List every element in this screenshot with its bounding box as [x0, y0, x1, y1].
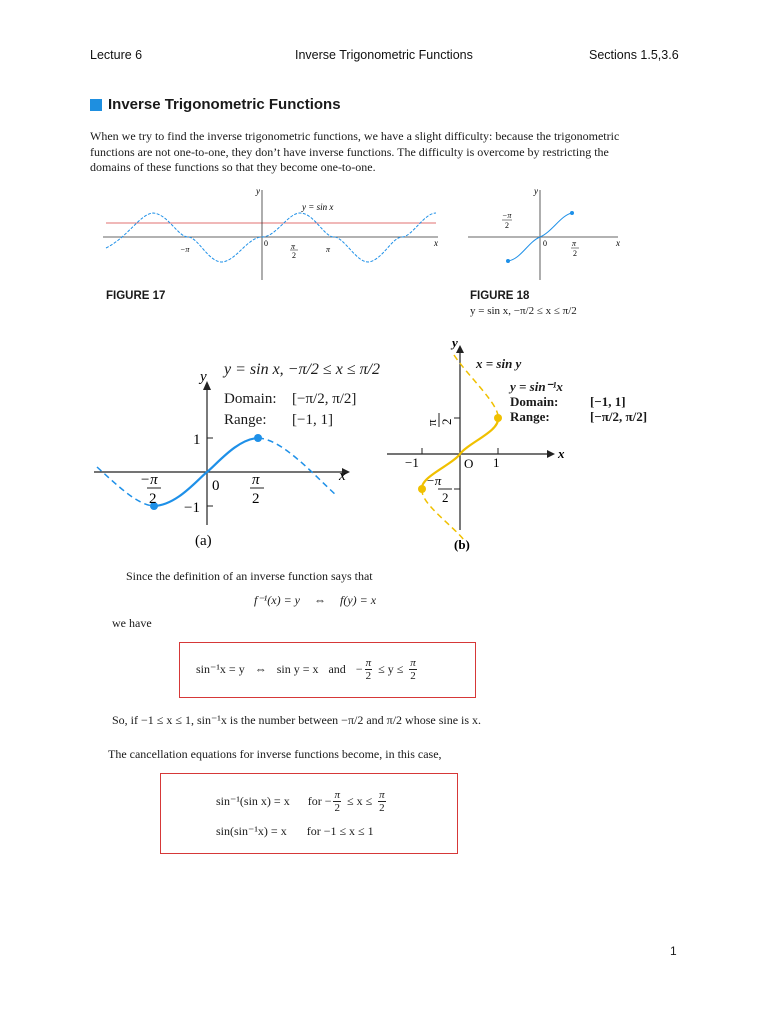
figB-domain-label: Domain:: [510, 394, 559, 409]
figA-tick-neg-den: 2: [149, 491, 157, 507]
box1-and: and: [328, 661, 346, 676]
row1-mid: ≤ x ≤: [346, 793, 373, 808]
row2-lhs: sin(sin⁻¹x) = x: [216, 824, 287, 838]
we-have-text: we have: [112, 616, 152, 630]
figA-axis-y: y: [200, 369, 207, 385]
figB-origin: O: [464, 456, 474, 471]
figB-eq1: x = sin y: [476, 356, 522, 371]
figure-18-subcaption: y = sin x, −π/2 ≤ x ≤ π/2: [470, 305, 577, 317]
fig17-axis-x: x: [434, 238, 438, 248]
figA-tick-pi-den: 2: [252, 491, 260, 507]
sine-wave-curve: [106, 213, 436, 262]
header-left: Lecture 6: [90, 48, 143, 62]
box1-lhs: sin⁻¹x = y: [196, 661, 245, 676]
figB-eq2: y = sin⁻¹x: [510, 379, 563, 394]
header-center: Inverse Trigonometric Functions: [295, 48, 473, 62]
fig18-tick-pos-num: π: [572, 239, 577, 248]
figA-range-value: [−1, 1]: [292, 412, 333, 428]
square-bullet-icon: [90, 99, 102, 111]
row1-for: for −: [307, 793, 332, 808]
figB-tick-one: 1: [493, 455, 500, 470]
fig17-curve-label: y = sin x: [302, 202, 334, 212]
fig17-tick-neg-pi: −π: [180, 245, 190, 254]
figure-17-graph: [98, 182, 448, 284]
figure-17-caption: FIGURE 17: [106, 290, 166, 302]
figA-domain-label: Domain:: [224, 391, 277, 407]
fig18-axis-y: y: [534, 186, 538, 196]
fig17-origin: 0: [264, 239, 268, 248]
cancellation-row-2: [216, 824, 374, 839]
figA-tick-neg-one: −1: [184, 500, 200, 516]
intro-paragraph: When we try to find the inverse trigonometric functions, we have a slight difficulty: because the trigonometric functions are not one-to-one, they don’t have inverse functions. The difficulty is overcome by restricting the domains of these functions so that they become one-to-one.: [90, 129, 620, 174]
figB-tick-neg-pi: −π: [426, 473, 442, 488]
figA-range-label: Range:: [224, 412, 267, 428]
figA-origin: 0: [212, 478, 220, 494]
header-right: Sections 1.5,3.6: [589, 48, 679, 62]
fig17-axis-y: y: [256, 186, 260, 196]
row1-frac-left: $\frac{\pi}{2}$: [334, 788, 340, 814]
so-if-text: So, if −1 ≤ x ≤ 1, sin⁻¹x is the number between −π/2 and π/2 whose sine is x.: [112, 713, 482, 727]
figB-tick-neg-den: 2: [442, 490, 449, 505]
figB-label: (b): [454, 537, 470, 552]
def-lhs: f⁻¹(x) = y: [254, 593, 301, 607]
figA-equation: y = sin x, −π/2 ≤ x ≤ π/2: [224, 361, 381, 378]
iff-icon: ⇔: [314, 593, 327, 607]
row2-for: for −1 ≤ x ≤ 1: [306, 824, 374, 838]
box1-frac-right: $\frac{\pi}{2}$: [410, 656, 416, 682]
definition-text: Since the definition of an inverse function says that: [126, 569, 373, 583]
fig17-tick-pi-half-den: 2: [292, 251, 296, 260]
section-title: [90, 96, 341, 113]
iff-icon: ⇔: [254, 661, 267, 676]
page-number: 1: [670, 944, 677, 958]
figB-axis-y: y: [452, 335, 458, 350]
endpoint-right: [254, 434, 262, 442]
figA-domain-value: [−π/2, π/2]: [292, 391, 357, 407]
figB-tick-neg-one: −1: [405, 455, 419, 470]
row1-frac-right: $\frac{\pi}{2}$: [379, 788, 385, 814]
endpoint-lower: [418, 485, 426, 493]
figure-18-caption: FIGURE 18: [470, 290, 530, 302]
endpoint-upper: [494, 414, 502, 422]
figA-tick-neg-pi: −π: [140, 472, 158, 488]
box1-frac-left: $\frac{\pi}{2}$: [365, 656, 372, 682]
figB-domain-value: [−1, 1]: [590, 394, 626, 409]
box1-mid: sin y = x: [276, 661, 319, 676]
cancellation-row-1: [216, 784, 388, 818]
figA-tick-pi: π: [252, 472, 260, 488]
definition-equation: [254, 593, 376, 608]
fig18-axis-x: x: [616, 238, 620, 248]
endpoint-left: [506, 259, 510, 263]
sine-dashed-right: [258, 438, 337, 496]
svg-text:2: 2: [439, 418, 454, 425]
figA-axis-x: x: [339, 468, 346, 484]
figA-label: (a): [195, 533, 212, 549]
figB-tick-pi-half: [424, 413, 454, 427]
x-axis-arrow-icon: [547, 450, 555, 458]
fig17-tick-pi: π: [326, 245, 331, 254]
figB-range-value: [−π/2, π/2]: [590, 409, 648, 424]
fig18-tick-neg-num: −π: [502, 211, 512, 220]
svg-text:π: π: [424, 419, 439, 426]
section-title-text: Inverse Trigonometric Functions: [108, 96, 341, 113]
fig17-tick-pi-half-num: π: [291, 242, 296, 251]
box1-minus: −: [355, 661, 363, 676]
cancellation-intro-text: The cancellation equations for inverse functions become, in this case,: [108, 747, 442, 761]
endpoint-right: [570, 211, 574, 215]
row1-lhs: sin⁻¹(sin x) = x: [216, 793, 290, 808]
box1-ineq-mid: ≤ y ≤: [378, 661, 404, 676]
fig18-tick-pos-den: 2: [573, 249, 577, 258]
box1-equation: [196, 652, 419, 686]
figure-18-graph: [466, 182, 626, 284]
figB-range-label: Range:: [510, 409, 550, 424]
def-rhs: f(y) = x: [340, 593, 377, 607]
fig18-origin: 0: [543, 239, 547, 248]
figA-tick-one: 1: [193, 432, 201, 448]
fig18-tick-neg-den: 2: [505, 221, 509, 230]
figure-a-graph: [92, 355, 382, 555]
figB-axis-x: x: [558, 446, 565, 461]
